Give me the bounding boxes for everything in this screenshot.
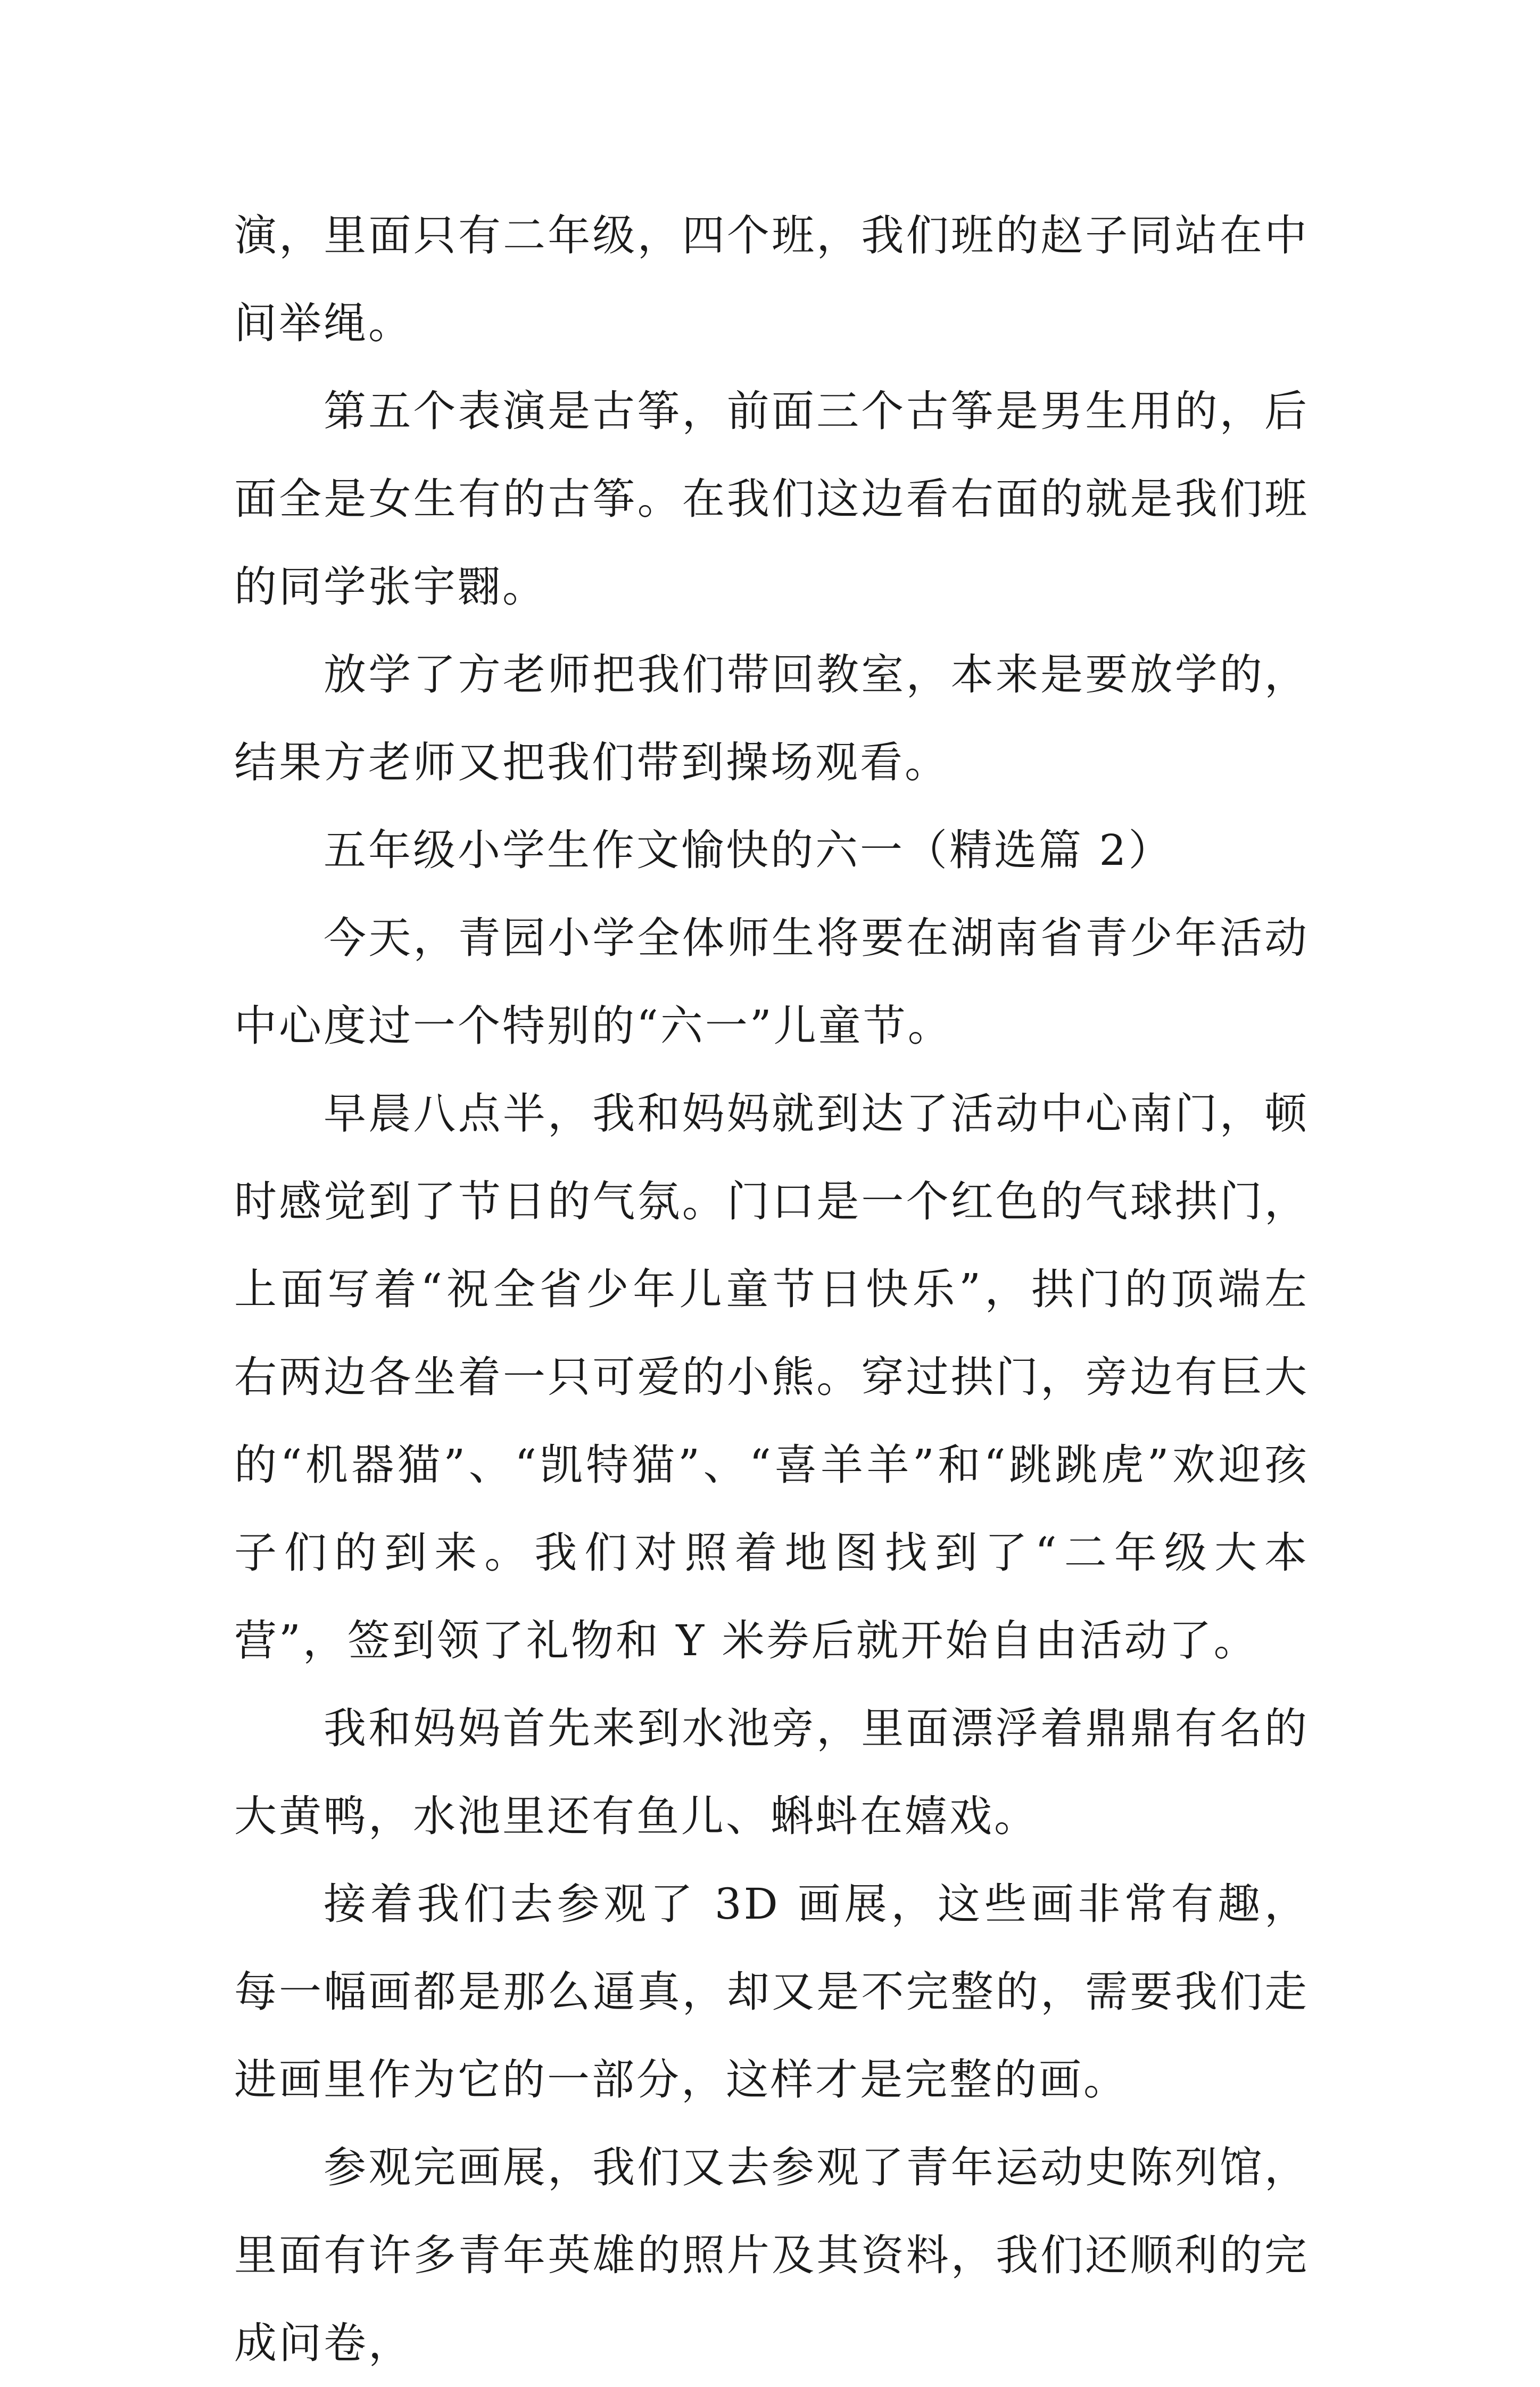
paragraph-7: 接着我们去参观了 3D 画展，这些画非常有趣，每一幅画都是那么逼真，却又是不完整的，需要我们走进画里作为它的一部分，这样才是完整的画。 xyxy=(234,1879,1309,2104)
paragraph-6: 我和妈妈首先来到水池旁，里面漂浮着鼎鼎有名的大黄鸭，水池里还有鱼儿、蝌蚪在嬉戏。 xyxy=(234,1704,1309,1841)
paragraph-3: 放学了方老师把我们带回教室，本来是要放学的，结果方老师又把我们带到操场观看。 xyxy=(234,650,1309,787)
section-heading: 五年级小学生作文愉快的六一（精选篇 2） xyxy=(324,825,1173,875)
paragraph-8: 参观完画展，我们又去参观了青年运动史陈列馆，里面有许多青年英雄的照片及其资料，我们还顺利的完成问卷， xyxy=(234,2143,1309,2368)
paragraph-1: 演，里面只有二年级，四个班，我们班的赵子同站在中间举绳。 xyxy=(234,211,1309,348)
paragraph-5: 早晨八点半，我和妈妈就到达了活动中心南门，顿时感觉到了节日的气氛。门口是一个红色的气球拱门，上面写着“祝全省少年儿童节日快乐”，拱门的顶端左右两边各坐着一只可爱的小熊。穿过拱门，旁边有巨大的“机器猫”、“凯特猫”、“喜羊羊”和“跳跳虎”欢迎孩子们的到来。我们对照着地图找到了“二年级大本营”，签到领了礼物和 Y 米券后就开始自由活动了。 xyxy=(234,1089,1309,1665)
paragraph-2: 第五个表演是古筝，前面三个古筝是男生用的，后面全是女生有的古筝。在我们这边看右面的就是我们班的同学张宇翾。 xyxy=(234,386,1309,612)
document-body xyxy=(234,192,1309,2387)
paragraph-4: 今天，青园小学全体师生将要在湖南省青少年活动中心度过一个特别的“六一”儿童节。 xyxy=(234,913,1309,1051)
